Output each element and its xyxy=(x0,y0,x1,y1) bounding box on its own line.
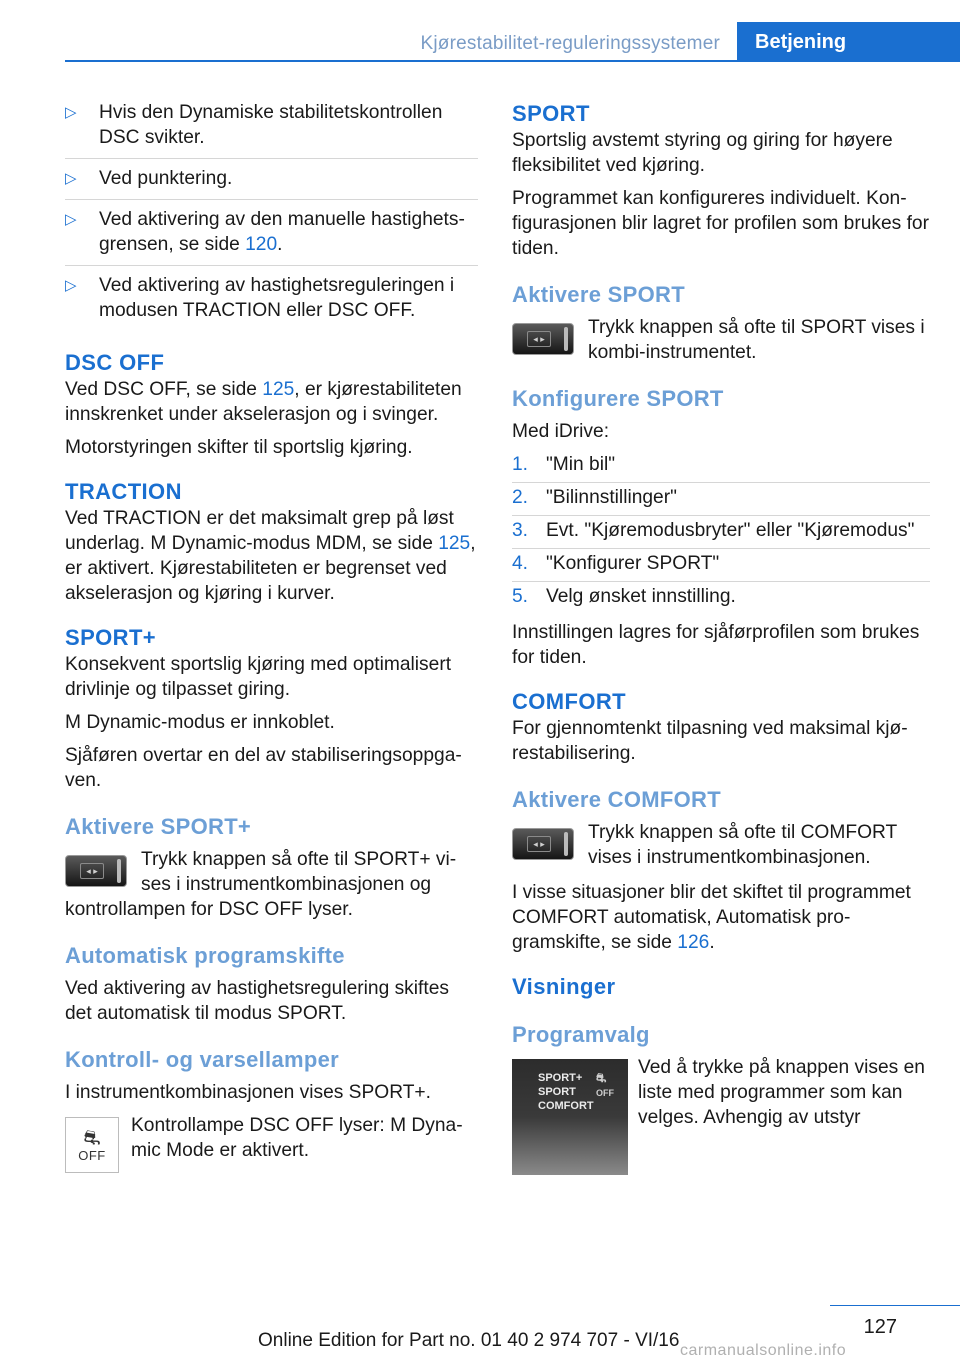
program-list-display-image: SPORT+ SPORT COMFORT ⛐ OFF xyxy=(512,1059,628,1175)
triangle-right-icon: ▷ xyxy=(65,277,77,294)
paragraph: Konsekvent sportslig kjøring med optimalisert drivlinje og tilpasset giring. xyxy=(65,654,452,700)
page-link-126[interactable]: 126 xyxy=(677,932,710,953)
paragraph: Med iDrive: xyxy=(512,421,610,442)
page-link-120[interactable]: 120 xyxy=(245,234,278,255)
dsc-off-lamp-icon: ⛐ OFF xyxy=(596,1071,614,1098)
paragraph: Sportslig avstemt styring og giring for høyere fleksibilitet ved kjøring. xyxy=(512,130,893,176)
paragraph: I visse situasjoner blir det skiftet til programmet COMFORT automatisk, Automatisk programskifte, se side 126. xyxy=(512,882,911,953)
paragraph: Programmet kan konfigureres individuelt. Konfigurasjonen blir lagret for profilen som brukes for tiden. xyxy=(512,188,929,259)
paragraph: Motorstyringen skifter til sportslig kjøring. xyxy=(65,437,413,458)
footer-rule xyxy=(830,1305,960,1306)
car-skid-icon: ⛐ xyxy=(83,1126,101,1149)
lamp-block: ⛐ OFF Kontrollampe DSC OFF lyser: M Dynamic Mode er aktivert. xyxy=(65,1113,478,1177)
bullet-list xyxy=(65,100,478,331)
mode-switch-button-icon: ◂ ▸ xyxy=(512,828,574,860)
mode-switch-button-icon: ◂ ▸ xyxy=(512,323,574,355)
dsc-off-lamp-icon: ⛐ OFF xyxy=(65,1117,119,1173)
instruction-block: ◂ ▸ Trykk knappen så ofte til COMFORT vises i instrumentkombinasjonen. xyxy=(512,820,930,870)
triangle-right-icon: ▷ xyxy=(65,104,77,121)
paragraph: Ved DSC OFF, se side 125, er kjørestabiliteten innskrenket under akselerasjon og i svinger. xyxy=(65,379,462,425)
program-block: SPORT+ SPORT COMFORT ⛐ OFF Ved å trykke på knappen vises en liste med programmer som kan velges. Avhengig av utstyr xyxy=(512,1055,930,1179)
heading-traction: TRACTION xyxy=(65,479,182,504)
mode-switch-button-icon: ◂ ▸ xyxy=(65,855,127,887)
list-item: ▷ Ved punktering. xyxy=(65,166,478,200)
paragraph: M Dynamic-modus er innkoblet. xyxy=(65,712,335,733)
page-link-125[interactable]: 125 xyxy=(438,533,471,554)
page-link-125[interactable]: 125 xyxy=(262,379,295,400)
instruction-block: ◂ ▸ Trykk knappen så ofte til SPORT vises i kombi-instrumentet. xyxy=(512,315,930,365)
heading-comfort: COMFORT xyxy=(512,689,627,714)
list-item: 2. "Bilinnstillinger" xyxy=(512,485,930,516)
list-item: 4. "Konfigurer SPORT" xyxy=(512,551,930,582)
running-header-tab: Betjening xyxy=(737,22,960,62)
heading-activate-comfort: Aktivere COMFORT xyxy=(512,787,721,812)
running-header-section: Kjørestabilitet-reguleringssystemer xyxy=(420,33,720,54)
steps-list xyxy=(512,452,930,614)
instruction-block: ◂ ▸ Trykk knappen så ofte til SPORT+ vises i instrumentkombinasjonen og kontrollampen for DSC OFF lyser. xyxy=(65,849,457,920)
paragraph: For gjennomtenkt tilpasning ved maksimal kjørestabilisering. xyxy=(512,718,908,764)
triangle-right-icon: ▷ xyxy=(65,170,77,187)
right-column xyxy=(512,100,930,1189)
list-item: 5. Velg ønsket innstilling. xyxy=(512,586,736,607)
heading-sport: SPORT xyxy=(512,101,590,126)
paragraph: Innstillingen lagres for sjåførprofilen som brukes for tiden. xyxy=(512,622,920,668)
heading-sport-plus: SPORT+ xyxy=(65,625,157,650)
list-item: 1. "Min bil" xyxy=(512,452,930,483)
heading-activate-sport-plus: Aktivere SPORT+ xyxy=(65,814,252,839)
heading-program-selection: Programvalg xyxy=(512,1022,650,1047)
list-item: ▷ Hvis den Dynamiske stabilitetskontrollen DSC svikter. xyxy=(65,100,478,159)
list-item: ▷ Ved aktivering av hastighetsreguleringen i modusen TRACTION eller DSC OFF. xyxy=(65,275,455,321)
edition-note: Online Edition for Part no. 01 40 2 974 707 - VI/16 xyxy=(258,1330,680,1351)
paragraph: Sjåføren overtar en del av stabiliseringsoppgaven. xyxy=(65,745,462,791)
paragraph: Ved aktivering av hastighetsregulering skiftes det automatisk til modus SPORT. xyxy=(65,978,449,1024)
list-item: ▷ Ved aktivering av den manuelle hastighetsgrensen, se side 120. xyxy=(65,207,478,266)
left-column xyxy=(65,100,478,1187)
heading-indicator-lamps: Kontroll- og varsellamper xyxy=(65,1047,340,1072)
header-rule xyxy=(65,60,960,62)
heading-auto-program-change: Automatisk programskifte xyxy=(65,943,345,968)
list-item: 3. Evt. "Kjøremodusbryter" eller "Kjøremodus" xyxy=(512,518,930,549)
heading-activate-sport: Aktivere SPORT xyxy=(512,282,685,307)
heading-configure-sport: Konfigurere SPORT xyxy=(512,386,724,411)
paragraph: Ved TRACTION er det maksimalt grep på løst underlag. M Dynamic-modus MDM, se side 125, er aktivert. Kjørestabiliteten er begrenset ved akselerasjon og kjøring i kurver. xyxy=(65,508,476,604)
heading-displays: Visninger xyxy=(512,974,616,999)
watermark: carmanualsonline.info xyxy=(680,1342,847,1359)
heading-dsc-off: DSC OFF xyxy=(65,350,165,375)
paragraph: I instrumentkombinasjonen vises SPORT+. xyxy=(65,1082,431,1103)
page-number: 127 xyxy=(863,1316,897,1338)
triangle-right-icon: ▷ xyxy=(65,211,77,228)
